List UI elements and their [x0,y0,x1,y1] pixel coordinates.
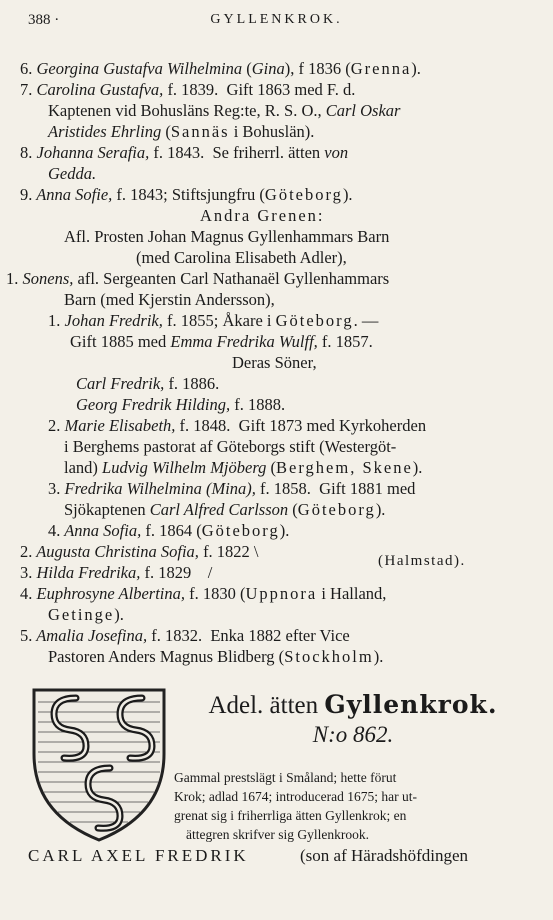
text-segment: i Berghems pastorat af Göteborgs stift (Westergöt- [64,437,397,456]
text-segment: Uppnora [245,584,318,603]
text-line [48,604,553,625]
text-line [48,163,553,184]
text-segment: Gift 1885 med [70,332,171,351]
text-segment: Ludvig Wilhelm Mjöberg [102,458,267,477]
text-segment: 1. [6,269,19,288]
next-entry-rest: (son af Häradshöfdingen [300,846,469,865]
text-line [20,583,553,604]
text-segment: ). [375,500,386,519]
text-segment: Fredrika Wilhelmina (Mina), [60,479,256,498]
description-line-3: grenat sig i friherrliga ätten Gyllenkrok; en [174,808,407,823]
text-segment: Georg Fredrik Hilding, [76,395,231,414]
text-segment: f. 1843; Stiftsjungfru ( [112,185,265,204]
coat-of-arms [24,684,174,844]
text-segment: i Bohuslän). [229,122,315,141]
text-line [64,436,553,457]
text-segment: Carolina Gustafva, [32,80,164,99]
text-line [20,142,553,163]
text-segment: ( [266,458,277,477]
text-segment: land) [64,458,103,477]
text-segment: f. 1857. [317,332,373,351]
text-segment: ), f 1836 ( [284,59,351,78]
text-segment: 2. [20,542,33,561]
text-segment: f. 1886. [164,374,220,393]
text-segment: Deras Söner, [232,353,317,372]
text-segment: Göteborg [264,185,343,204]
text-segment: 9. [20,185,33,204]
text-segment: Gedda. [48,164,97,183]
shield-icon [24,684,174,844]
entry-number: N:o 862. [312,722,394,747]
text-line [20,79,553,100]
running-head: GYLLENKROK. [210,12,343,27]
text-segment: Pastoren Anders Magnus Blidberg ( [48,647,285,666]
text-segment: Grenna [350,59,412,78]
text-segment: Göteborg [201,521,280,540]
text-segment: Göteborg [275,311,354,330]
text-segment: f. 1843. Se friherrl. ätten [149,143,325,162]
text-segment: Aristides Ehrling [48,122,162,141]
text-segment: ). [342,185,353,204]
text-segment: ( [242,59,252,78]
text-segment: 2. [48,416,61,435]
text-line [76,394,553,415]
text-segment: Gina [251,59,285,78]
text-segment: Anna Sofia, [60,521,142,540]
text-segment: ). [373,647,384,666]
text-segment: 6. [20,59,33,78]
text-segment: Emma Fredrika Wulff, [170,332,318,351]
text-segment: Johan Fredrik, [60,311,163,330]
text-segment: ). [412,458,423,477]
text-segment: Sonens, [18,269,74,288]
text-segment: f. 1830 ( [184,584,246,603]
page-header [28,8,525,34]
text-line [200,205,553,226]
text-segment: afl. Sergeanten Carl Nathanaël Gyllenhammars [73,269,390,288]
text-segment: ). [411,59,421,78]
text-line [48,520,553,541]
text-segment: Sjökaptenen [64,500,150,519]
text-segment: f. 1839. Gift 1863 med F. d. [163,80,356,99]
text-segment: 3. [48,479,61,498]
title-prefix: Adel. ätten [208,692,319,719]
text-segment: Stockholm [284,647,374,666]
text-line [20,541,553,562]
family-name: Gyllenkrok. [324,690,498,719]
text-segment: 5. [20,626,33,645]
text-segment: ). [114,605,124,624]
text-segment: ( [161,122,171,141]
text-line [20,562,553,583]
text-line [64,226,553,247]
description-line-4: ättegren skrifver sig Gyllenkrook. [186,827,369,842]
text-segment: (med Carolina Elisabeth Adler), [136,248,347,267]
text-segment: Georgina Gustafva Wilhelmina [32,59,243,78]
text-segment: f. 1822 \ [198,542,259,561]
text-line [48,100,553,121]
text-line [64,499,553,520]
text-segment: Johanna Serafia, [32,143,150,162]
text-segment: 8. [20,143,33,162]
text-segment: f. 1829 / [140,563,213,582]
text-line [6,268,553,289]
text-line [136,247,553,268]
bracket-note: (Halmstad). [378,553,466,569]
text-line [76,373,553,394]
text-segment: Carl Fredrik, [76,374,165,393]
text-segment: f. 1848. Gift 1873 med Kyrkoherden [175,416,427,435]
text-line [70,331,553,352]
text-segment: Anna Sofie, [32,185,113,204]
text-segment: Hilda Fredrika, [32,563,141,582]
text-line [20,625,553,646]
text-segment: Barn (med Kjerstin Andersson), [64,290,275,309]
text-segment: von [324,143,349,162]
text-segment: Kaptenen vid Bohusläns Reg:te, R. S. O., [48,101,326,120]
text-segment: Sannäs [170,122,230,141]
text-segment: f. 1888. [230,395,286,414]
text-segment: 3. [20,563,33,582]
text-line [48,478,553,499]
next-entry-line [0,844,553,868]
text-segment: i Halland, [317,584,387,603]
text-segment: f. 1855; Åkare i [162,311,276,330]
text-line [20,58,553,79]
text-segment: 4. [48,521,61,540]
text-segment: Carl Alfred Carlsson [149,500,289,519]
text-line [64,289,553,310]
text-line [64,457,553,478]
text-segment: Carl Oskar [325,101,401,120]
description-line-1: Gammal prestslägt i Småland; hette förut [174,770,397,785]
next-entry-name: CARL AXEL FREDRIK [28,846,249,865]
text-line [48,646,553,667]
text-segment: f. 1858. Gift 1881 med [255,479,416,498]
text-line [48,121,553,142]
text-segment: 4. [20,584,33,603]
text-segment: f. 1832. Enka 1882 efter Vice [147,626,350,645]
text-line [48,415,553,436]
text-segment: Afl. Prosten Johan Magnus Gyllenhammars Barn [64,227,390,246]
text-segment: 1. [48,311,61,330]
text-segment: . — [353,311,379,330]
text-segment: 7. [20,80,33,99]
text-segment: Getinge [48,605,115,624]
text-segment: Augusta Christina Sofia, [32,542,199,561]
section-title [188,690,518,720]
page-number: 388 · [28,12,60,28]
text-segment: Berghem, Skene [276,458,413,477]
text-segment: ( [288,500,298,519]
description-line-2: Krok; adlad 1674; introducerad 1675; har ut- [174,789,417,804]
text-segment: f. 1864 ( [141,521,202,540]
text-segment: Marie Elisabeth, [60,416,176,435]
text-segment: Amalia Josefina, [32,626,148,645]
text-line [20,184,553,205]
text-segment: Andra Grenen: [200,206,325,225]
text-segment: ). [279,521,290,540]
text-line [232,352,553,373]
text-segment: Euphrosyne Albertina, [32,584,185,603]
text-line [48,310,553,331]
text-segment: Göteborg [297,500,376,519]
